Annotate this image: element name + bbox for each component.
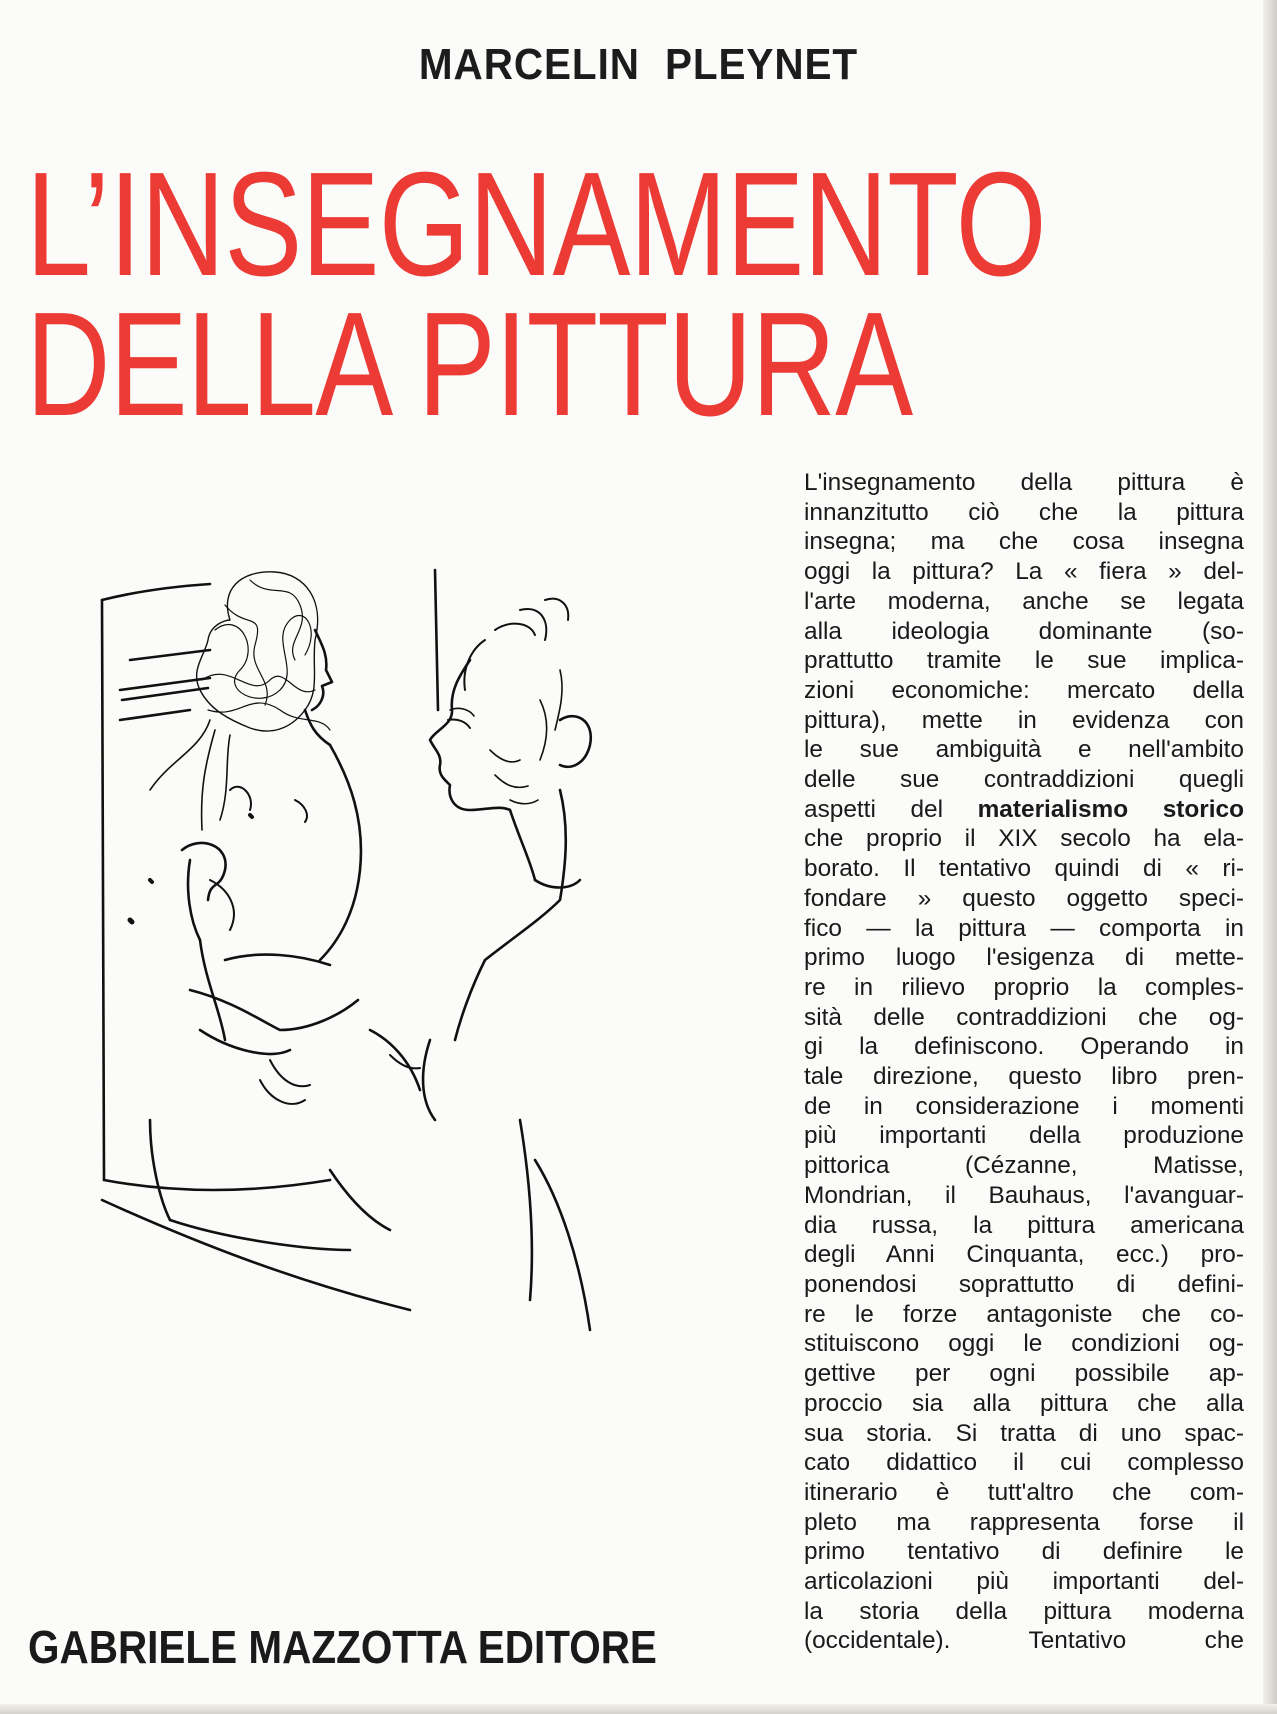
blurb-line-start: aspetti del: [804, 795, 944, 823]
blurb-line: gi la definiscono. Operando in: [804, 1033, 1244, 1061]
blurb-line: re le forze antagoniste che co-: [804, 1300, 1244, 1328]
blurb-line: l'arte moderna, anche se legata: [804, 587, 1244, 615]
blurb-line: delle sue contraddizioni quegli: [804, 766, 1244, 794]
blurb-line: più importanti della produzione: [804, 1122, 1244, 1150]
blurb-line-bold: [804, 795, 1244, 825]
blurb-line: (occidentale). Tentativo che: [804, 1627, 1244, 1655]
blurb-line: oggi la pittura? La « fiera » del-: [804, 558, 1244, 586]
blurb-line: pittura), mette in evidenza con: [804, 706, 1244, 734]
blurb-line: dia russa, la pittura americana: [804, 1211, 1244, 1239]
blurb-line: fondare » questo oggetto speci-: [804, 884, 1244, 912]
blurb-line: le sue ambiguità e nell'ambito: [804, 736, 1244, 764]
blurb-line: innanzitutto ciò che la pittura: [804, 498, 1244, 526]
blurb-line: re in rilievo proprio la comples-: [804, 973, 1244, 1001]
blurb-line: prattutto tramite le sue implica-: [804, 647, 1244, 675]
blurb-line: primo luogo l'esigenza di mette-: [804, 944, 1244, 972]
blurb-line: L'insegnamento della pittura è: [804, 469, 1244, 496]
blurb-line: de in considerazione i momenti: [804, 1092, 1244, 1120]
blurb-line: fico — la pittura — comporta in: [804, 914, 1244, 942]
blurb-line: insegna; ma che cosa insegna: [804, 528, 1244, 556]
blurb-line: tale direzione, questo libro pren-: [804, 1063, 1244, 1091]
title-line-2: DELLA PITTURA: [26, 282, 913, 447]
line-drawing-illustration: [90, 560, 630, 1360]
back-cover-blurb: [804, 468, 1244, 1656]
title-line-1: L’INSEGNAMENTO: [26, 142, 1046, 307]
publisher-name: GABRIELE MAZZOTTA EDITORE: [28, 1621, 657, 1673]
blurb-line: ponendosi soprattutto di defini-: [804, 1270, 1244, 1298]
blurb-line: Mondrian, il Bauhaus, l'avanguar-: [804, 1181, 1244, 1209]
blurb-line: alla ideologia dominante (so-: [804, 617, 1244, 645]
blurb-line: la storia della pittura moderna: [804, 1597, 1244, 1625]
blurb-line: cato didattico il cui complesso: [804, 1449, 1244, 1477]
blurb-line: sità delle contraddizioni che og-: [804, 1003, 1244, 1031]
blurb-line: pleto ma rappresenta forse il: [804, 1508, 1244, 1536]
blurb-line: pittorica (Cézanne, Matisse,: [804, 1152, 1244, 1180]
blurb-line: stituiscono oggi le condizioni og-: [804, 1330, 1244, 1358]
cover-bottom-edge: [0, 1704, 1277, 1714]
author-name: MARCELIN PLEYNET: [418, 40, 859, 89]
blurb-line: itinerario è tutt'altro che com-: [804, 1478, 1244, 1506]
blurb-line: sua storia. Si tratta di uno spac-: [804, 1419, 1244, 1447]
blurb-line: che proprio il XIX secolo ha ela-: [804, 825, 1244, 853]
cover-edge-shadow: [1263, 0, 1277, 1714]
bold-phrase: materialismo storico: [977, 795, 1245, 823]
blurb-line: zioni economiche: mercato della: [804, 676, 1244, 704]
blurb-line: proccio sia alla pittura che alla: [804, 1389, 1244, 1417]
blurb-line: primo tentativo di definire le: [804, 1538, 1244, 1566]
blurb-line: gettive per ogni possibile ap-: [804, 1360, 1244, 1388]
blurb-line: borato. Il tentativo quindi di « ri-: [804, 855, 1244, 883]
blurb-line: articolazioni più importanti del-: [804, 1568, 1244, 1596]
blurb-line: degli Anni Cinquanta, ecc.) pro-: [804, 1241, 1244, 1269]
